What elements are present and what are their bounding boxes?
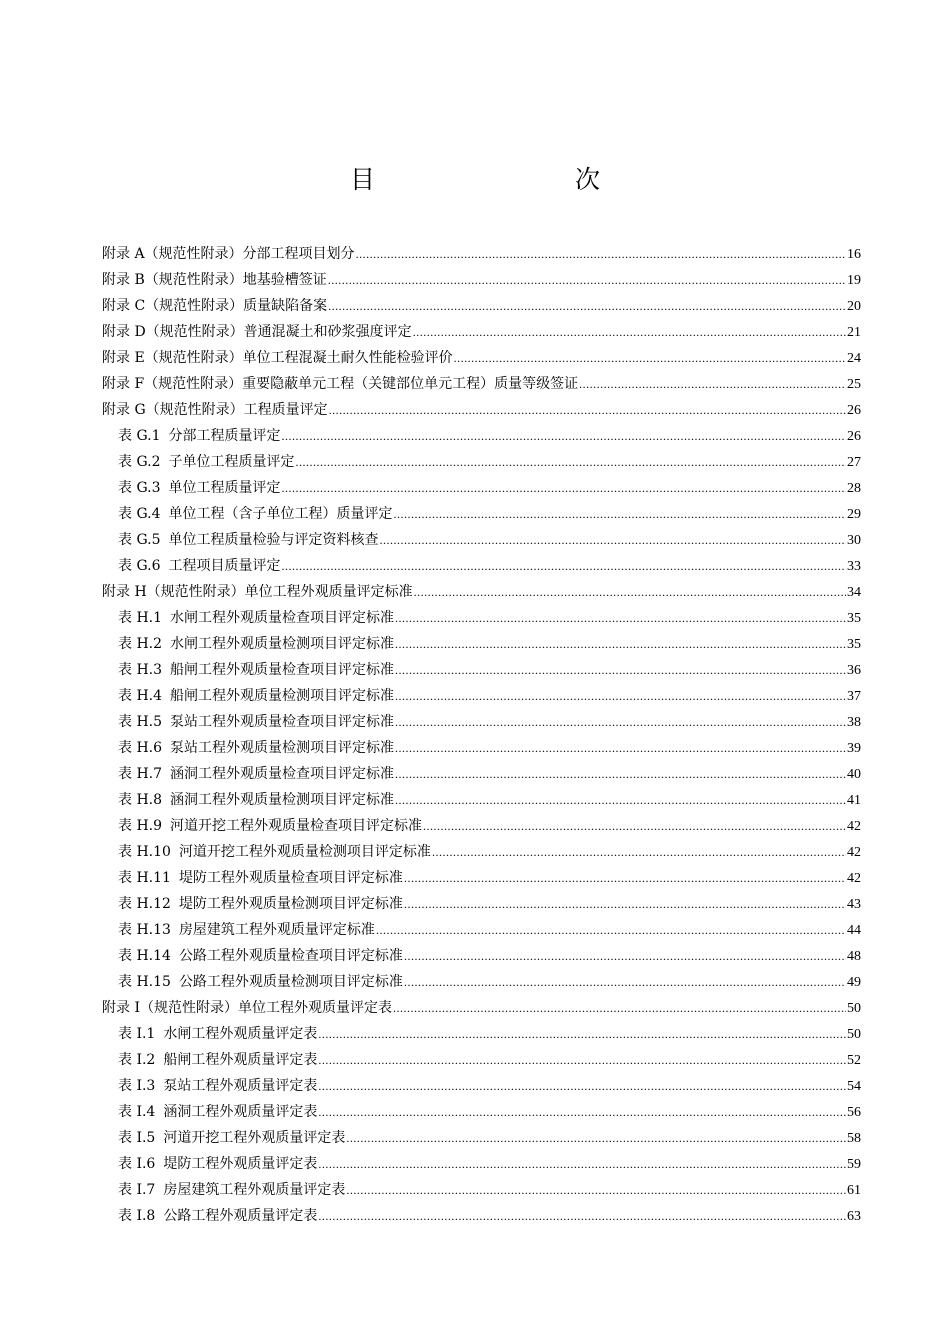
dot-leader [328, 293, 846, 319]
toc-table-entry[interactable] [102, 917, 861, 943]
toc-entry-number: 表 H.6 [118, 740, 163, 756]
toc-entry-label [118, 891, 403, 917]
toc-entry-text: 附录 E（规范性附录）单位工程混凝土耐久性能检验评价 [102, 350, 453, 366]
toc-entry-text: 船闸工程外观质量检查项目评定标准 [170, 662, 395, 678]
toc-entry-number: 表 G.1 [118, 428, 161, 444]
dot-leader [346, 1177, 846, 1203]
toc-page-number: 26 [847, 403, 861, 418]
toc-entry-text: 涵洞工程外观质量检查项目评定标准 [170, 766, 395, 782]
toc-entry-number: 表 I.3 [118, 1078, 156, 1094]
toc-page-number: 61 [847, 1183, 861, 1198]
toc-page-number: 42 [847, 819, 861, 834]
toc-page-number: 50 [847, 1027, 861, 1042]
toc-table-entry[interactable] [102, 1073, 861, 1099]
dot-leader [404, 943, 846, 969]
toc-page-number: 26 [847, 429, 861, 444]
dot-leader [414, 579, 846, 605]
toc-table-entry[interactable] [102, 1047, 861, 1073]
toc-entry-number: 表 H.11 [118, 870, 171, 886]
toc-entry-text: 河道开挖工程外观质量评定表 [163, 1130, 346, 1146]
dot-leader [318, 1073, 846, 1099]
toc-entry-label [118, 1021, 317, 1047]
toc-page-number: 33 [847, 559, 861, 574]
toc-entry-label [118, 449, 295, 475]
toc-entry-number: 表 I.6 [118, 1156, 156, 1172]
toc-entry-text: 泵站工程外观质量检查项目评定标准 [170, 714, 395, 730]
dot-leader [413, 319, 846, 345]
toc-entry-label [118, 423, 281, 449]
toc-entry-label [118, 969, 403, 995]
toc-entry-label [118, 657, 394, 683]
toc-page-number: 38 [847, 715, 861, 730]
toc-entry-text: 附录 B（规范性附录）地基验槽签证 [102, 272, 327, 288]
toc-entry-label [102, 293, 327, 319]
toc-entry-number: 表 G.5 [118, 532, 161, 548]
dot-leader [328, 267, 846, 293]
toc-table-entry[interactable] [102, 527, 861, 553]
toc-entry-text: 房屋建筑工程外观质量评定标准 [178, 922, 375, 938]
toc-entry-text: 堤防工程外观质量检查项目评定标准 [178, 870, 403, 886]
toc-entry-text: 水闸工程外观质量检测项目评定标准 [170, 636, 395, 652]
toc-entry-label [118, 1177, 345, 1203]
toc-page-number: 48 [847, 949, 861, 964]
toc-table-entry[interactable] [102, 657, 861, 683]
toc-entry-text: 单位工程质量检验与评定资料核查 [168, 532, 379, 548]
toc-page-number: 37 [847, 689, 861, 704]
toc-table-entry[interactable] [102, 709, 861, 735]
toc-entry-label [118, 631, 394, 657]
toc-appendix-entry[interactable] [102, 293, 861, 319]
toc-entry-label [118, 813, 422, 839]
toc-entry-label [118, 943, 403, 969]
toc-page-number: 28 [847, 481, 861, 496]
toc-entry-label [118, 709, 394, 735]
dot-leader [423, 813, 846, 839]
toc-page-number: 24 [847, 351, 861, 366]
toc-page-number: 50 [847, 1001, 861, 1016]
toc-appendix-entry[interactable] [102, 995, 861, 1021]
toc-entry-label [118, 917, 375, 943]
toc-entry-text: 房屋建筑工程外观质量评定表 [163, 1182, 346, 1198]
toc-entry-number: 表 I.5 [118, 1130, 156, 1146]
toc-entry-number: 表 H.4 [118, 688, 163, 704]
toc-entry-number: 表 I.8 [118, 1208, 156, 1224]
toc-entry-label [118, 1151, 317, 1177]
toc-page-number: 27 [847, 455, 861, 470]
toc-entry-number: 表 H.1 [118, 610, 163, 626]
toc-entry-label [118, 839, 431, 865]
toc-entry-label [118, 553, 281, 579]
dot-leader [395, 709, 846, 735]
toc-entry-number: 表 H.14 [118, 948, 171, 964]
toc-table-entry[interactable] [102, 839, 861, 865]
toc-entry-label [118, 1047, 317, 1073]
toc-entry-text: 单位工程（含子单位工程）质量评定 [168, 506, 393, 522]
toc-appendix-entry[interactable] [102, 267, 861, 293]
dot-leader [393, 995, 846, 1021]
dot-leader [579, 371, 846, 397]
toc-entry-label [118, 735, 394, 761]
toc-table-entry[interactable] [102, 449, 861, 475]
toc-entry-number: 表 H.15 [118, 974, 171, 990]
toc-entry-number: 表 H.2 [118, 636, 163, 652]
toc-table-entry[interactable] [102, 891, 861, 917]
dot-leader [318, 1047, 846, 1073]
toc-entry-label [118, 475, 281, 501]
toc-entry-label [102, 579, 413, 605]
toc-page-number: 16 [847, 247, 861, 262]
toc-entry-number: 表 G.6 [118, 558, 161, 574]
toc-table-entry[interactable] [102, 787, 861, 813]
dot-leader [380, 527, 847, 553]
toc-table-entry[interactable] [102, 683, 861, 709]
toc-entry-text: 堤防工程外观质量评定表 [163, 1156, 318, 1172]
dot-leader [394, 501, 847, 527]
toc-page-number: 49 [847, 975, 861, 990]
toc-entry-label [118, 683, 394, 709]
toc-page-number: 35 [847, 637, 861, 652]
dot-leader [432, 839, 846, 865]
toc-page-number: 59 [847, 1157, 861, 1172]
toc-entry-label [118, 865, 403, 891]
toc-page-number: 21 [847, 325, 861, 340]
toc-entry-label [102, 319, 412, 345]
toc-table-entry[interactable] [102, 631, 861, 657]
toc-entry-label [118, 1203, 317, 1229]
toc-page-number: 20 [847, 299, 861, 314]
toc-entry-label [118, 605, 394, 631]
toc-entry-label [102, 267, 327, 293]
toc-table-entry[interactable] [102, 761, 861, 787]
dot-leader [282, 553, 847, 579]
toc-page-number: 52 [847, 1053, 861, 1068]
dot-leader [454, 345, 846, 371]
toc-entry-text: 水闸工程外观质量评定表 [163, 1026, 318, 1042]
toc-page-number: 36 [847, 663, 861, 678]
toc-entry-number: 表 I.1 [118, 1026, 156, 1042]
dot-leader [404, 969, 846, 995]
toc-table-entry[interactable] [102, 1125, 861, 1151]
dot-leader [395, 605, 846, 631]
toc-page-number: 34 [847, 585, 861, 600]
toc-entry-number: 表 H.10 [118, 844, 171, 860]
toc-appendix-entry[interactable] [102, 241, 861, 267]
toc-table-entry[interactable] [102, 1203, 861, 1229]
toc-entry-label [102, 397, 328, 423]
toc-entry-number: 表 H.8 [118, 792, 163, 808]
dot-leader [395, 735, 846, 761]
toc-entry-text: 泵站工程外观质量检测项目评定标准 [170, 740, 395, 756]
toc-page-number: 54 [847, 1079, 861, 1094]
toc-entry-label [118, 761, 394, 787]
toc-entry-number: 表 H.13 [118, 922, 171, 938]
toc-entry-number: 表 H.5 [118, 714, 163, 730]
toc-appendix-entry[interactable] [102, 371, 861, 397]
toc-page-number: 63 [847, 1209, 861, 1224]
toc-entry-text: 附录 H（规范性附录）单位工程外观质量评定标准 [102, 584, 413, 600]
dot-leader [356, 241, 846, 267]
toc-page-number: 30 [847, 533, 861, 548]
toc-entry-label [118, 1099, 317, 1125]
toc-table-entry[interactable] [102, 553, 861, 579]
toc-entry-text: 单位工程质量评定 [168, 480, 281, 496]
toc-entry-text: 船闸工程外观质量检测项目评定标准 [170, 688, 395, 704]
toc-entry-label [102, 371, 578, 397]
toc-entry-text: 河道开挖工程外观质量检测项目评定标准 [178, 844, 431, 860]
dot-leader [404, 891, 846, 917]
toc-entry-text: 附录 D（规范性附录）普通混凝土和砂浆强度评定 [102, 324, 412, 340]
dot-leader [346, 1125, 846, 1151]
toc-entry-number: 表 I.7 [118, 1182, 156, 1198]
dot-leader [318, 1151, 846, 1177]
toc-entry-label [118, 527, 379, 553]
toc-entry-text: 涵洞工程外观质量检测项目评定标准 [170, 792, 395, 808]
toc-page-number: 35 [847, 611, 861, 626]
dot-leader [282, 423, 847, 449]
toc-entry-text: 工程项目质量评定 [168, 558, 281, 574]
toc-entry-label [102, 995, 392, 1021]
toc-table-entry[interactable] [102, 735, 861, 761]
dot-leader [404, 865, 846, 891]
toc-entry-number: 表 G.4 [118, 506, 161, 522]
toc-appendix-entry[interactable] [102, 397, 861, 423]
toc-entry-label [118, 787, 394, 813]
dot-leader [318, 1099, 846, 1125]
table-of-contents [102, 241, 861, 1229]
dot-leader [318, 1203, 846, 1229]
toc-entry-number: 表 H.9 [118, 818, 163, 834]
toc-entry-number: 表 H.7 [118, 766, 163, 782]
toc-page-number: 29 [847, 507, 861, 522]
toc-page-number: 58 [847, 1131, 861, 1146]
toc-table-entry[interactable] [102, 865, 861, 891]
dot-leader [282, 475, 847, 501]
dot-leader [296, 449, 847, 475]
toc-table-entry[interactable] [102, 423, 861, 449]
toc-page-number: 43 [847, 897, 861, 912]
dot-leader [395, 761, 846, 787]
toc-entry-label [118, 1125, 345, 1151]
toc-entry-text: 附录 G（规范性附录）工程质量评定 [102, 402, 328, 418]
dot-leader [395, 787, 846, 813]
toc-table-entry[interactable] [102, 605, 861, 631]
toc-page-number: 19 [847, 273, 861, 288]
toc-table-entry[interactable] [102, 969, 861, 995]
toc-table-entry[interactable] [102, 943, 861, 969]
page-title: 目 次 [349, 165, 650, 194]
toc-entry-text: 船闸工程外观质量评定表 [163, 1052, 318, 1068]
toc-table-entry[interactable] [102, 813, 861, 839]
toc-entry-text: 水闸工程外观质量检查项目评定标准 [170, 610, 395, 626]
toc-appendix-entry[interactable] [102, 345, 861, 371]
toc-page-number: 39 [847, 741, 861, 756]
toc-entry-label [102, 345, 453, 371]
toc-entry-text: 公路工程外观质量评定表 [163, 1208, 318, 1224]
toc-entry-text: 子单位工程质量评定 [168, 454, 295, 470]
toc-entry-text: 分部工程质量评定 [168, 428, 281, 444]
toc-table-entry[interactable] [102, 501, 861, 527]
dot-leader [395, 683, 846, 709]
toc-entry-number: 表 I.4 [118, 1104, 156, 1120]
toc-appendix-entry[interactable] [102, 319, 861, 345]
toc-page-number: 56 [847, 1105, 861, 1120]
dot-leader [329, 397, 846, 423]
toc-page-number: 42 [847, 871, 861, 886]
toc-entry-text: 泵站工程外观质量评定表 [163, 1078, 318, 1094]
dot-leader [395, 657, 846, 683]
toc-page-number: 44 [847, 923, 861, 938]
toc-entry-text: 附录 C（规范性附录）质量缺陷备案 [102, 298, 328, 314]
toc-entry-text: 公路工程外观质量检查项目评定标准 [178, 948, 403, 964]
toc-entry-number: 表 G.3 [118, 480, 161, 496]
toc-entry-number: 表 H.3 [118, 662, 163, 678]
toc-entry-label [102, 241, 355, 267]
toc-entry-text: 附录 A（规范性附录）分部工程项目划分 [102, 246, 355, 262]
toc-appendix-entry[interactable] [102, 579, 861, 605]
toc-page-number: 41 [847, 793, 861, 808]
toc-table-entry[interactable] [102, 475, 861, 501]
toc-page-number: 42 [847, 845, 861, 860]
toc-entry-number: 表 G.2 [118, 454, 161, 470]
dot-leader [318, 1021, 846, 1047]
toc-entry-text: 河道开挖工程外观质量检查项目评定标准 [170, 818, 423, 834]
toc-table-entry[interactable] [102, 1177, 861, 1203]
toc-entry-number: 表 I.2 [118, 1052, 156, 1068]
toc-entry-number: 表 H.12 [118, 896, 171, 912]
toc-entry-text: 公路工程外观质量检测项目评定标准 [178, 974, 403, 990]
toc-table-entry[interactable] [102, 1099, 861, 1125]
toc-entry-label [118, 501, 393, 527]
toc-page-number: 40 [847, 767, 861, 782]
toc-entry-text: 附录 F（规范性附录）重要隐蔽单元工程（关键部位单元工程）质量等级签证 [102, 376, 579, 392]
toc-entry-label [118, 1073, 317, 1099]
toc-entry-text: 附录 I（规范性附录）单位工程外观质量评定表 [102, 1000, 392, 1016]
dot-leader [395, 631, 846, 657]
toc-entry-text: 堤防工程外观质量检测项目评定标准 [178, 896, 403, 912]
toc-table-entry[interactable] [102, 1151, 861, 1177]
dot-leader [376, 917, 846, 943]
toc-entry-text: 涵洞工程外观质量评定表 [163, 1104, 318, 1120]
toc-table-entry[interactable] [102, 1021, 861, 1047]
toc-page-number: 25 [847, 377, 861, 392]
